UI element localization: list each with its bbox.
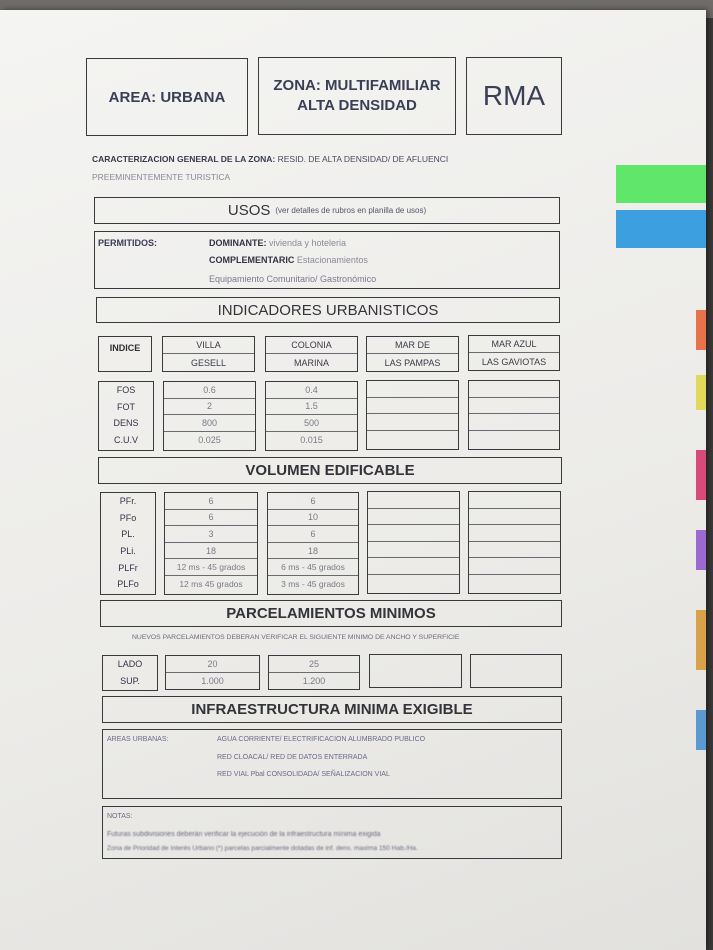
empty-cell [469, 575, 560, 592]
complementario-value: Estacionamientos [296, 255, 368, 265]
cell-pfo: 10 [268, 510, 358, 527]
infraestructura-line-2: RED CLOACAL/ RED DE DATOS ENTERRADA [217, 754, 368, 761]
empty-cell [469, 558, 560, 575]
column-header-villa-gesell [162, 336, 255, 372]
empty-cell [368, 542, 459, 559]
infraestructura-line-1: AGUA CORRIENTE/ ELECTRIFICACION ALUMBRADO PUBLICO [217, 736, 426, 743]
column-header-mar-de-las-pampas [366, 336, 459, 372]
cell-fot: 2 [164, 399, 255, 416]
zona-line-1: ZONA: MULTIFAMILIAR [273, 77, 441, 94]
cell-pfr: 6 [268, 493, 358, 510]
cell-fot: 1.5 [266, 399, 357, 416]
row-label-plfr: PLFr [118, 562, 138, 573]
indicadores-mar-de-las-pampas [366, 380, 459, 450]
row-label-fos: FOS [116, 385, 136, 396]
infraestructura-header [102, 696, 562, 723]
row-label-lado: LADO [117, 659, 143, 670]
volumen-title: VOLUMEN EDIFICABLE [245, 462, 415, 479]
indicadores-row-labels [98, 381, 154, 451]
empty-cell [469, 398, 559, 415]
zona-line-2: ALTA DENSIDAD [297, 97, 417, 114]
column-header-line2: MARINA [293, 357, 329, 368]
notas-box [102, 806, 562, 859]
area-label: AREA: URBANA [108, 88, 226, 106]
cell-pli: 18 [268, 543, 358, 560]
indice-header [98, 336, 152, 372]
caracterizacion [92, 150, 562, 186]
page-edge-marker [696, 375, 706, 410]
usos-title: USOS [227, 202, 271, 219]
indicadores-mar-azul [468, 380, 560, 450]
cell-cuv: 0.015 [300, 434, 323, 445]
volumen-header [98, 457, 562, 484]
parcelamientos-note: NUEVOS PARCELAMIENTOS DEBERAN VERIFICAR EL SIGUIENTE MINIMO DE ANCHO Y SUPERFICIE [132, 634, 460, 641]
complementario-line [209, 255, 368, 265]
complementario-label: COMPLEMENTARIC [209, 255, 295, 265]
parcelamientos-mar-azul [470, 654, 562, 688]
cell-pl: 3 [165, 526, 257, 543]
indicadores-colonia-marina [265, 381, 358, 451]
infraestructura-line-3: RED VIAL Pbal CONSOLIDADA/ SEÑALIZACION VIAL [217, 771, 390, 778]
cell-plfr: 12 ms - 45 grados [165, 559, 257, 576]
column-header-line1: MAR AZUL [469, 336, 559, 353]
parcelamientos-title: PARCELAMIENTOS MINIMOS [226, 605, 436, 622]
page-edge-marker [696, 450, 706, 500]
dominante-value: vivienda y hoteleria [269, 238, 347, 248]
usos-header [94, 197, 560, 224]
caracterizacion-text: RESID. DE ALTA DENSIDAD/ DE AFLUENCI [277, 154, 449, 164]
cell-dens: 500 [266, 415, 357, 432]
indice-label: INDICE [109, 343, 141, 353]
cell-pli: 18 [165, 543, 257, 560]
volumen-colonia-marina [267, 492, 359, 595]
green-sticky-tab [616, 165, 706, 203]
page-edge-marker [696, 530, 706, 570]
cell-cuv: 0.025 [198, 434, 221, 445]
row-label-fot: FOT [117, 401, 135, 412]
empty-cell [368, 525, 459, 542]
parcelamientos-colonia-marina [268, 655, 360, 690]
row-label-pfo: PFo [119, 512, 137, 523]
indicadores-header [96, 297, 560, 323]
volumen-row-labels [100, 492, 156, 595]
column-header-colonia-marina [265, 336, 358, 372]
row-label-sup: SUP. [120, 675, 140, 686]
cell-sup: 1.000 [201, 675, 224, 686]
parcelamientos-row-labels [102, 655, 158, 691]
parcelamientos-header [100, 600, 562, 627]
empty-cell [469, 431, 559, 448]
empty-cell [368, 509, 459, 526]
empty-cell [367, 398, 458, 415]
row-label-pfr: PFr. [119, 496, 137, 507]
cell-plfo: 12 ms 45 grados [179, 579, 243, 590]
empty-cell [368, 575, 459, 592]
cell-dens: 800 [164, 415, 255, 432]
notas-line-1: Futuras subdivisiones deberán verificar la ejecución de la infraestructura mínima exigida [107, 831, 381, 838]
volumen-mar-azul [468, 491, 561, 594]
page-edge-marker [696, 610, 706, 670]
area-box [86, 58, 248, 136]
empty-cell [367, 431, 458, 448]
empty-cell [367, 381, 458, 398]
empty-cell [469, 381, 559, 398]
column-header-line2: LAS GAVIOTAS [481, 356, 547, 367]
parcelamientos-mar-de-las-pampas [369, 654, 462, 688]
row-label-dens: DENS [113, 418, 139, 429]
cell-pl: 6 [268, 526, 358, 543]
page-edge-marker [696, 710, 706, 750]
areas-urbanas-label: AREAS URBANAS: [107, 736, 169, 743]
dominante-line [209, 238, 346, 248]
cell-fos: 0.4 [266, 382, 357, 399]
volumen-villa-gesell [164, 492, 258, 595]
dominante-label: DOMINANTE: [209, 238, 267, 248]
empty-cell [469, 542, 560, 559]
cell-lado: 20 [166, 656, 259, 673]
empty-cell [368, 492, 459, 509]
column-header-line2: LAS PAMPAS [384, 357, 441, 368]
empty-cell [469, 492, 560, 509]
caracterizacion-text-2: PREEMINENTEMENTE TURISTICA [92, 172, 231, 182]
parcelamientos-villa-gesell [165, 655, 260, 690]
empty-cell [469, 414, 559, 431]
blue-sticky-tab [616, 210, 706, 248]
zone-code-box [466, 57, 562, 135]
empty-cell [469, 509, 560, 526]
zone-code: RMA [482, 80, 546, 111]
column-header-mar-azul [468, 335, 560, 371]
page-edge-marker [696, 310, 706, 350]
volumen-mar-de-las-pampas [367, 491, 460, 594]
row-label-pl: PL. [121, 529, 135, 540]
column-header-line1: MAR DE [367, 337, 458, 354]
usos-note: (ver detalles de rubros en planilla de usos) [275, 206, 427, 215]
row-label-plfo: PLFo [117, 579, 139, 590]
row-label-pli: PLi. [120, 546, 136, 557]
empty-cell [469, 525, 560, 542]
indicadores-title: INDICADORES URBANISTICOS [217, 301, 439, 319]
equipamiento-line: Equipamiento Comunitario/ Gastronómico [209, 274, 377, 284]
permitidos-box [94, 231, 560, 289]
notas-line-2: Zona de Prioridad de Interés Urbano (*) parcelas parcialmente dotadas de inf. dens. maxima 150 Hab./Ha. [107, 845, 418, 852]
column-header-line1: VILLA [163, 337, 254, 354]
cell-pfo: 6 [165, 510, 257, 527]
empty-cell [368, 558, 459, 575]
infraestructura-title: INFRAESTRUCTURA MINIMA EXIGIBLE [191, 701, 473, 718]
row-label-cuv: C.U.V [113, 434, 138, 445]
column-header-line1: COLONIA [266, 337, 357, 354]
cell-fos: 0.6 [164, 382, 255, 399]
column-header-line2: GESELL [190, 357, 227, 368]
cell-sup: 1.200 [302, 675, 326, 686]
caracterizacion-label: CARACTERIZACION GENERAL DE LA ZONA: [92, 154, 276, 164]
cell-lado: 25 [269, 656, 359, 673]
cell-plfr: 6 ms - 45 grados [268, 559, 358, 576]
zona-box [258, 57, 456, 135]
empty-cell [367, 414, 458, 431]
cell-plfo: 3 ms - 45 grados [281, 579, 345, 590]
notas-label: NOTAS: [107, 813, 133, 820]
permitidos-label: PERMITIDOS: [98, 238, 158, 248]
cell-pfr: 6 [165, 493, 257, 510]
indicadores-villa-gesell [163, 381, 256, 451]
infraestructura-box [102, 729, 562, 799]
